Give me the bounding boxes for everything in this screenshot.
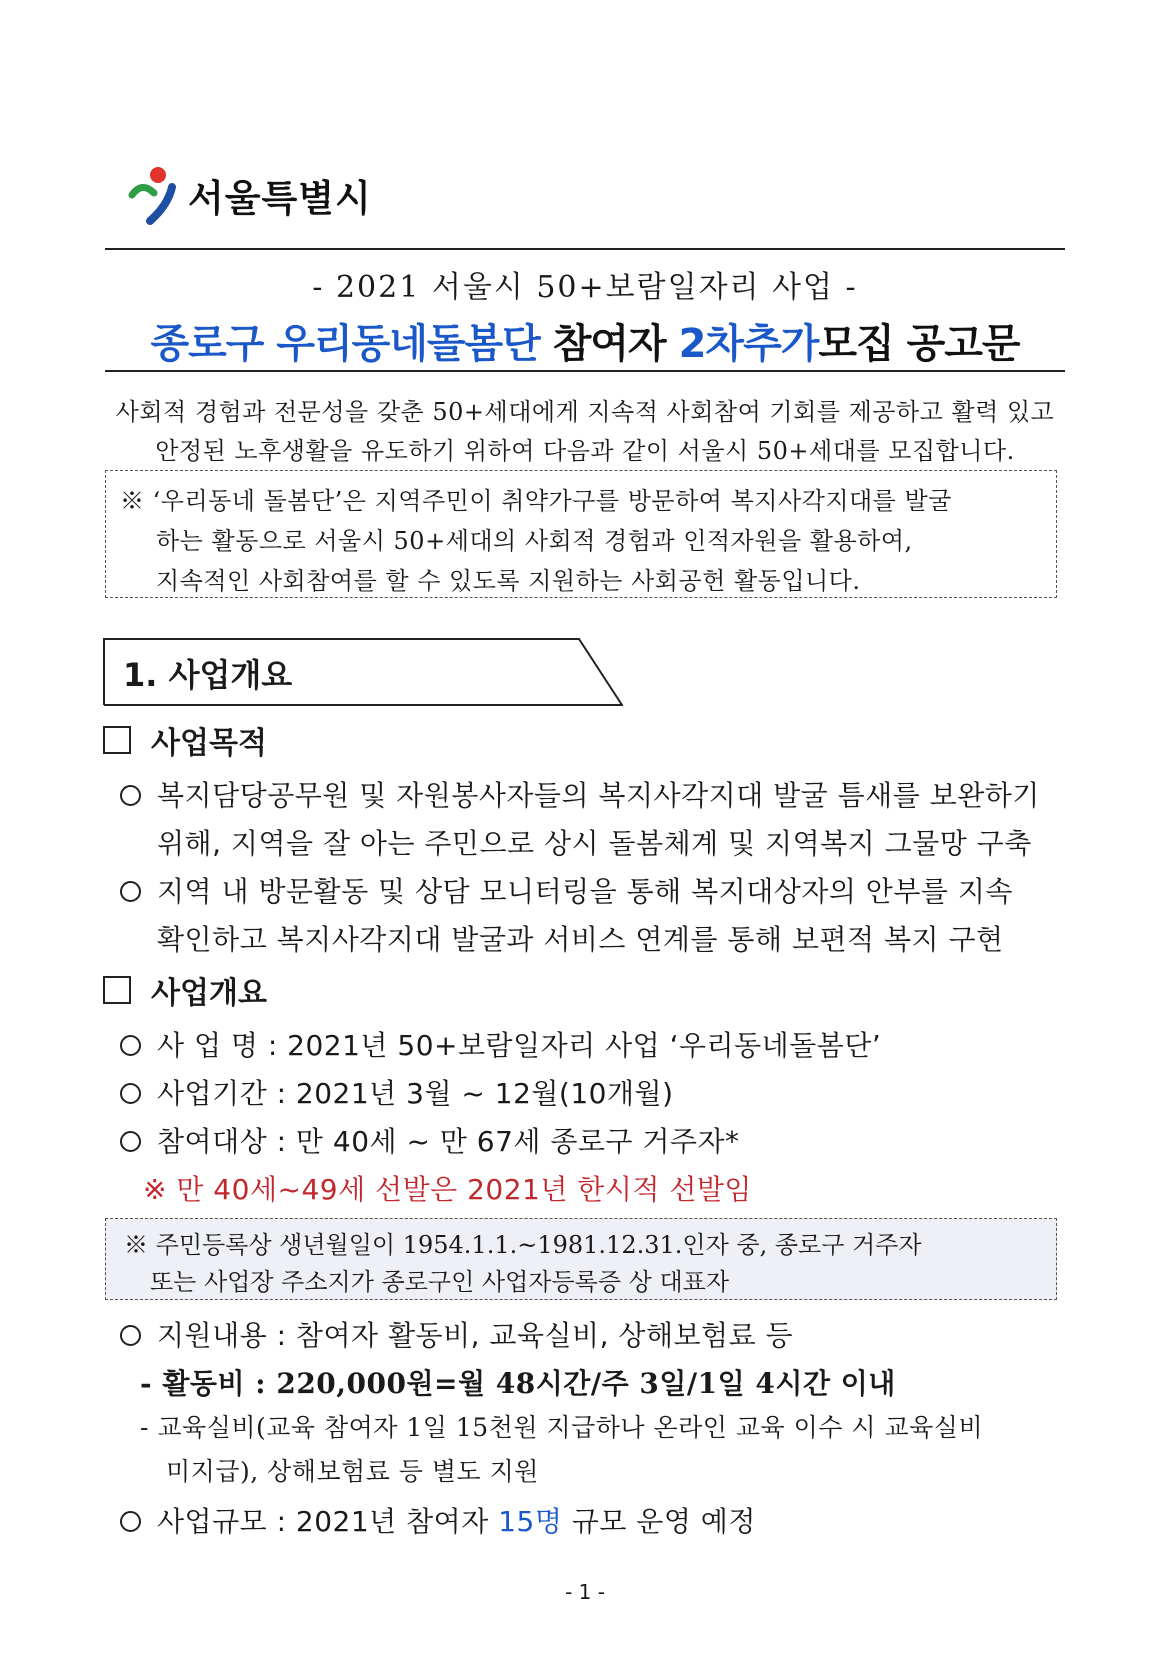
intro-line-1: 사회적 경험과 전문성을 갖춘 50+세대에게 지속적 사회참여 기회를 제공하고 활력 있고 — [115, 398, 1055, 426]
title-part-1: 종로구 우리동네돌봄단 — [150, 321, 540, 367]
page-number: - 1 - — [565, 1580, 605, 1604]
overview-name-text: 사 업 명 : 2021년 50+보람일자리 사업 ‘우리동네돌봄단’ — [157, 1029, 882, 1062]
circle-bullet-icon — [120, 1083, 141, 1104]
purpose-item-1-cont: 위해, 지역을 잘 아는 주민으로 상시 돌봄체계 및 지역복지 그물망 구축 — [157, 827, 1032, 860]
heading-overview — [103, 968, 267, 1012]
circle-bullet-icon — [120, 785, 141, 806]
square-bullet-icon — [103, 726, 131, 754]
note-line-3: 지속적인 사회참여를 할 수 있도록 지원하는 사회공헌 활동입니다. — [156, 567, 861, 595]
intro-line-2: 안정된 노후생활을 유도하기 위하여 다음과 같이 서울시 50+세대를 모집합니다. — [155, 437, 1015, 465]
circle-bullet-icon — [120, 1035, 141, 1056]
eligibility-line-2: 또는 사업장 주소지가 종로구인 사업자등록증 상 대표자 — [150, 1268, 730, 1296]
circle-bullet-icon — [120, 1325, 141, 1346]
overview-scale — [120, 1500, 756, 1540]
seoul-logo — [128, 165, 372, 225]
scale-suffix: 규모 운영 예정 — [562, 1505, 756, 1538]
overview-support — [120, 1314, 793, 1354]
header-top-rule — [105, 248, 1065, 250]
activity-fee: - 활동비 : 220,000원=월 48시간/주 3일/1일 4시간 이내 — [140, 1367, 896, 1400]
circle-bullet-icon — [120, 1131, 141, 1152]
heading-overview-text: 사업개요 — [151, 976, 267, 1011]
overview-target-text: 참여대상 : 만 40세 ~ 만 67세 종로구 거주자* — [157, 1125, 740, 1158]
overview-period — [120, 1072, 674, 1112]
section-title: 1. 사업개요 — [123, 656, 293, 694]
edu-fee-line-1: - 교육실비(교육 참여자 1일 15천원 지급하나 온라인 교육 이수 시 교육실비 — [140, 1413, 984, 1442]
note-box — [105, 470, 1057, 598]
purpose-item-2 — [120, 870, 1013, 910]
eligibility-note-box — [105, 1218, 1057, 1300]
circle-bullet-icon — [120, 881, 141, 902]
title-part-3: 2차추가 — [678, 321, 819, 367]
square-bullet-icon — [103, 976, 131, 1004]
page-title — [105, 312, 1065, 369]
section-header — [103, 638, 623, 704]
heading-purpose — [103, 718, 267, 762]
purpose-item-1-text: 복지담당공무원 및 자원봉사자들의 복지사각지대 발굴 틈새를 보완하기 — [157, 779, 1040, 812]
target-note: ※ 만 40세~49세 선발은 2021년 한시적 선발임 — [143, 1173, 752, 1206]
title-part-2: 참여자 — [539, 321, 679, 367]
overview-name — [120, 1024, 881, 1064]
subtitle: - 2021 서울시 50+보람일자리 사업 - — [312, 270, 858, 305]
title-part-4: 모집 공고문 — [818, 321, 1020, 367]
logo-text: 서울특별시 — [188, 177, 372, 220]
scale-prefix: 사업규모 : 2021년 참여자 — [157, 1505, 499, 1538]
seoul-logo-icon — [128, 165, 184, 225]
scale-count: 15명 — [498, 1505, 563, 1538]
overview-support-text: 지원내용 : 참여자 활동비, 교육실비, 상해보험료 등 — [157, 1319, 794, 1352]
edu-fee-line-2: 미지급), 상해보험료 등 별도 지원 — [166, 1457, 539, 1486]
header-bottom-rule — [105, 370, 1065, 372]
note-line-1: ※ ‘우리동네 돌봄단’은 지역주민이 취약가구를 방문하여 복지사각지대를 발굴 — [120, 487, 952, 515]
heading-purpose-text: 사업목적 — [151, 726, 267, 761]
eligibility-line-1: ※ 주민등록상 생년월일이 1954.1.1.~1981.12.31.인자 중, 종로구 거주자 — [124, 1231, 922, 1259]
circle-bullet-icon — [120, 1511, 141, 1532]
overview-period-text: 사업기간 : 2021년 3월 ~ 12월(10개월) — [157, 1077, 674, 1110]
overview-target — [120, 1120, 740, 1160]
purpose-item-2-cont: 확인하고 복지사각지대 발굴과 서비스 연계를 통해 보편적 복지 구현 — [157, 923, 1004, 956]
purpose-item-1 — [120, 774, 1040, 814]
purpose-item-2-text: 지역 내 방문활동 및 상담 모니터링을 통해 복지대상자의 안부를 지속 — [157, 875, 1013, 908]
note-line-2: 하는 활동으로 서울시 50+세대의 사회적 경험과 인적자원을 활용하여, — [156, 527, 913, 555]
